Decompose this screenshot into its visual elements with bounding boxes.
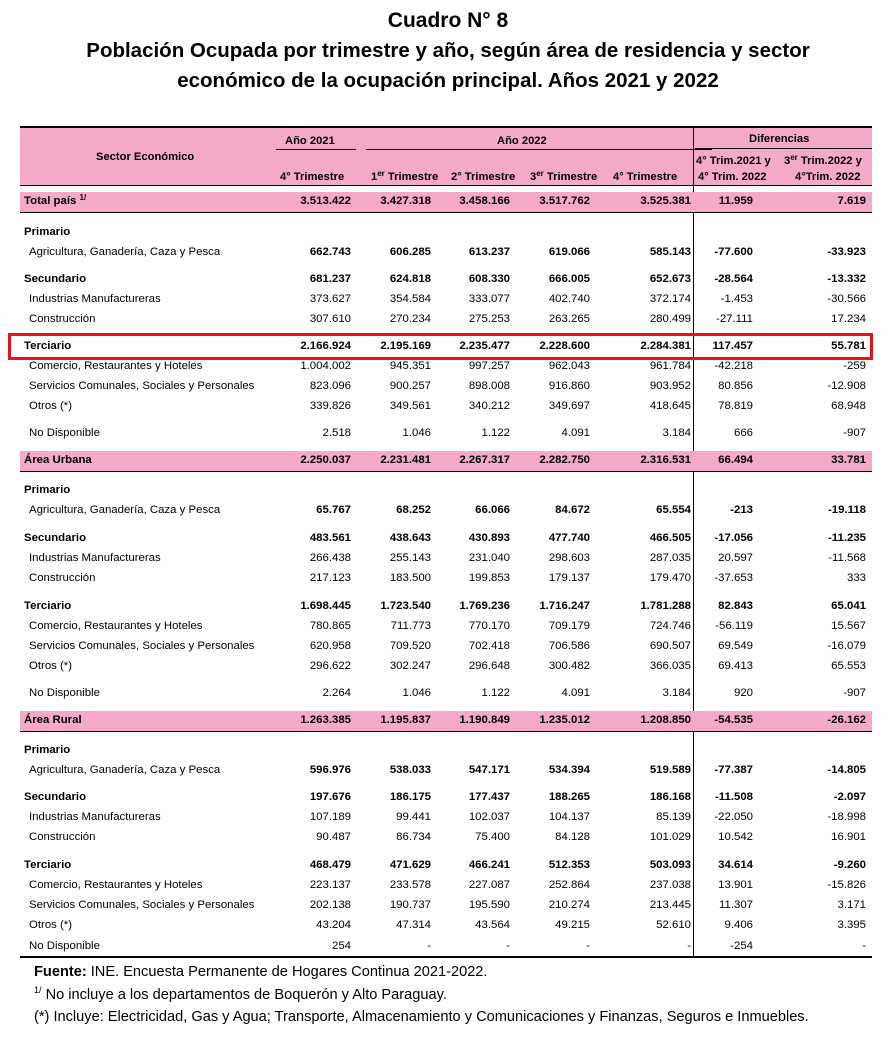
table-bottom-rule <box>20 956 872 958</box>
cell-value: 302.247 <box>389 660 431 672</box>
cell-value: -907 <box>843 687 866 699</box>
cell-value: 237.038 <box>649 879 691 891</box>
cell-value: 65.041 <box>831 600 866 612</box>
table-row <box>20 549 872 569</box>
cell-value: 2.518 <box>322 427 351 439</box>
cell-value: 65.767 <box>316 504 351 516</box>
cell-value: 2.231.481 <box>380 454 431 466</box>
cell-value: 202.138 <box>309 899 351 911</box>
row-label: Agricultura, Ganadería, Caza y Pesca <box>29 504 221 516</box>
cell-value: 596.976 <box>309 764 351 776</box>
cell-value: -12.908 <box>827 380 866 392</box>
cell-value: 519.589 <box>649 764 691 776</box>
cell-value: 177.437 <box>468 791 510 803</box>
row-label: Industrias Manufactureras <box>29 293 161 305</box>
cell-value: 709.520 <box>389 640 431 652</box>
cell-value: 1.781.288 <box>640 600 691 612</box>
cell-value: 69.549 <box>718 640 753 652</box>
cell-value: 340.212 <box>468 400 510 412</box>
cell-value: 823.096 <box>309 380 351 392</box>
table-group-row <box>20 223 872 243</box>
cell-value: 20.597 <box>718 552 753 564</box>
table-row <box>20 569 872 589</box>
cell-value: 702.418 <box>468 640 510 652</box>
header-q3-2022: 3er Trimestre <box>530 169 598 183</box>
row-label: Primario <box>24 744 71 756</box>
cell-value: 666.005 <box>548 273 590 285</box>
cell-value: 4.091 <box>561 427 590 439</box>
row-label: Área Rural <box>24 714 82 726</box>
cell-value: 263.265 <box>548 313 590 325</box>
cell-value: -22.050 <box>714 811 753 823</box>
table-row <box>20 684 872 704</box>
cell-value: 920 <box>733 687 753 699</box>
cell-value: -54.535 <box>714 714 753 726</box>
cell-value: 179.137 <box>548 572 590 584</box>
cell-value: 84.672 <box>555 504 590 516</box>
cell-value: 3.171 <box>837 899 866 911</box>
table-row <box>20 310 872 330</box>
cell-value: 78.819 <box>718 400 753 412</box>
cell-value: -33.923 <box>827 246 866 258</box>
row-label: Servicios Comunales, Sociales y Personales <box>29 899 255 911</box>
cell-value: 2.195.169 <box>380 340 431 352</box>
header-q2-2022: 2° Trimestre <box>451 171 516 183</box>
table-number: Cuadro N° 8 <box>387 9 509 32</box>
cell-value: 690.507 <box>649 640 691 652</box>
table-row <box>20 377 872 397</box>
header-diff-1-line-2: 4° Trim. 2022 <box>698 171 767 183</box>
cell-value: 280.499 <box>649 313 691 325</box>
table-row <box>20 761 872 781</box>
row-label: Terciario <box>24 600 72 612</box>
row-label: Otros (*) <box>29 660 73 672</box>
cell-value: 333.077 <box>468 293 510 305</box>
table-row <box>20 424 872 444</box>
cell-value: -254 <box>730 940 753 952</box>
table-group-row <box>20 788 872 808</box>
cell-value: -13.332 <box>827 273 866 285</box>
cell-value: 17.234 <box>831 313 866 325</box>
cell-value: 547.171 <box>468 764 510 776</box>
cell-value: 2.235.477 <box>459 340 510 352</box>
cell-value: 3.525.381 <box>640 195 691 207</box>
table-row <box>20 657 872 677</box>
cell-value: 1.235.012 <box>539 714 590 726</box>
cell-value: 15.567 <box>831 620 866 632</box>
table-group-row <box>20 270 872 290</box>
cell-value: 49.215 <box>555 919 590 931</box>
cell-value: 373.627 <box>309 293 351 305</box>
row-label: Área Urbana <box>24 454 92 466</box>
cell-value: 90.487 <box>316 831 351 843</box>
cell-value: 11.959 <box>718 195 753 207</box>
cell-value: 1.046 <box>402 687 431 699</box>
cell-value: 662.743 <box>309 246 351 258</box>
cell-value: -16.079 <box>827 640 866 652</box>
cell-value: 183.500 <box>389 572 431 584</box>
table-row <box>20 357 872 377</box>
row-label: No Disponible <box>29 427 100 439</box>
cell-value: 99.441 <box>396 811 431 823</box>
table-group-row <box>20 481 872 501</box>
cell-value: 3.184 <box>662 427 691 439</box>
cell-value: 652.673 <box>649 273 691 285</box>
cell-value: 900.257 <box>389 380 431 392</box>
cell-value: 503.093 <box>649 859 691 871</box>
table-title-line-1: Población Ocupada por trimestre y año, según área de residencia y sector <box>86 39 810 62</box>
cell-value: 85.139 <box>656 811 691 823</box>
cell-value: 624.818 <box>389 273 431 285</box>
cell-value: 231.040 <box>468 552 510 564</box>
row-label: Comercio, Restaurantes y Hoteles <box>29 620 203 632</box>
table-title-line-2: económico de la ocupación principal. Años 2021 y 2022 <box>177 69 719 92</box>
cell-value: 84.128 <box>555 831 590 843</box>
cell-value: 3.517.762 <box>539 195 590 207</box>
cell-value: 997.257 <box>468 360 510 372</box>
cell-value: 898.008 <box>468 380 510 392</box>
table-header <box>20 126 872 186</box>
cell-value: 179.470 <box>649 572 691 584</box>
cell-value: -30.566 <box>827 293 866 305</box>
cell-value: 780.865 <box>309 620 351 632</box>
table-group-row <box>20 529 872 549</box>
cell-value: 620.958 <box>309 640 351 652</box>
cell-value: -11.235 <box>827 532 866 544</box>
cell-value: 199.853 <box>468 572 510 584</box>
table-row <box>20 828 872 848</box>
cell-value: -11.568 <box>828 552 866 564</box>
cell-value: 16.901 <box>831 831 866 843</box>
cell-value: 1.122 <box>481 687 510 699</box>
row-label: Otros (*) <box>29 919 73 931</box>
header-q4-2021: 4° Trimestre <box>280 171 345 183</box>
row-label: Servicios Comunales, Sociales y Personales <box>29 640 255 652</box>
cell-value: 68.252 <box>396 504 431 516</box>
table-row <box>20 637 872 657</box>
cell-value: 339.826 <box>309 400 351 412</box>
cell-value: -2.097 <box>833 791 866 803</box>
cell-value: -15.826 <box>827 879 866 891</box>
cell-value: 466.505 <box>649 532 691 544</box>
cell-value: 961.784 <box>649 360 691 372</box>
cell-value: 66.494 <box>718 454 753 466</box>
cell-value: 2.228.600 <box>539 340 590 352</box>
cell-value: 1.004.002 <box>300 360 351 372</box>
cell-value: 68.948 <box>831 400 866 412</box>
cell-value: 213.445 <box>649 899 691 911</box>
cell-value: 3.184 <box>662 687 691 699</box>
cell-value: 534.394 <box>548 764 590 776</box>
row-label: Secundario <box>24 532 87 544</box>
cell-value: 706.586 <box>548 640 590 652</box>
table-row <box>20 290 872 310</box>
cell-value: 2.264 <box>322 687 351 699</box>
cell-value: 107.189 <box>309 811 351 823</box>
cell-value: 1.208.850 <box>640 714 691 726</box>
row-label: Otros (*) <box>29 400 73 412</box>
cell-value: 512.353 <box>548 859 590 871</box>
cell-value: 227.087 <box>468 879 510 891</box>
cell-value: 349.697 <box>548 400 590 412</box>
cell-value: -77.600 <box>714 246 753 258</box>
cell-value: 418.645 <box>649 400 691 412</box>
cell-value: 296.648 <box>468 660 510 672</box>
row-label: No Disponible <box>29 940 100 952</box>
cell-value: 1.195.837 <box>380 714 431 726</box>
cell-value: 190.737 <box>389 899 431 911</box>
cell-value: 210.274 <box>548 899 590 911</box>
row-label: Construcción <box>29 831 96 843</box>
cell-value: 372.174 <box>649 293 691 305</box>
cell-value: -213 <box>730 504 753 516</box>
cell-value: -11.508 <box>714 791 753 803</box>
cell-value: 711.773 <box>390 620 431 632</box>
cell-value: 613.237 <box>468 246 510 258</box>
cell-value: 402.740 <box>548 293 590 305</box>
cell-value: - <box>687 940 691 952</box>
header-year-2021: Año 2021 <box>285 135 335 147</box>
cell-value: 104.137 <box>548 811 590 823</box>
cell-value: 466.241 <box>468 859 510 871</box>
cell-value: 101.029 <box>649 831 691 843</box>
cell-value: 307.610 <box>309 313 351 325</box>
table-row <box>20 937 872 957</box>
cell-value: 349.561 <box>389 400 431 412</box>
cell-value: -9.260 <box>833 859 866 871</box>
cell-value: 471.629 <box>389 859 431 871</box>
header-diff-1-line-1: 4° Trim.2021 y <box>696 155 771 167</box>
row-label: Primario <box>24 484 71 496</box>
cell-value: 608.330 <box>468 273 510 285</box>
cell-value: 681.237 <box>309 273 351 285</box>
cell-value: 33.781 <box>831 454 866 466</box>
cell-value: 252.864 <box>548 879 590 891</box>
cell-value: 102.037 <box>468 811 510 823</box>
cell-value: 3.513.422 <box>300 195 351 207</box>
cell-value: 80.856 <box>718 380 753 392</box>
row-label: No Disponible <box>29 687 100 699</box>
table-section-row <box>20 711 872 732</box>
cell-value: -56.119 <box>715 620 753 632</box>
cell-value: 233.578 <box>389 879 431 891</box>
cell-value: 43.204 <box>316 919 351 931</box>
cell-value: 3.427.318 <box>380 195 431 207</box>
cell-value: 287.035 <box>649 552 691 564</box>
cell-value: 619.066 <box>548 246 590 258</box>
cell-value: 438.643 <box>389 532 431 544</box>
table-row <box>20 397 872 417</box>
cell-value: - <box>506 940 510 952</box>
row-label: Agricultura, Ganadería, Caza y Pesca <box>29 246 221 258</box>
table-section-row <box>20 451 872 472</box>
cell-value: 296.622 <box>309 660 351 672</box>
cell-value: 86.734 <box>396 831 431 843</box>
cell-value: 585.143 <box>649 246 691 258</box>
cell-value: 82.843 <box>718 600 753 612</box>
cell-value: 1.046 <box>402 427 431 439</box>
cell-value: 903.952 <box>649 380 691 392</box>
cell-value: -27.111 <box>716 313 753 325</box>
table-row <box>20 896 872 916</box>
cell-value: 55.781 <box>831 340 866 352</box>
cell-value: 1.263.385 <box>300 714 351 726</box>
cell-value: 217.123 <box>309 572 351 584</box>
data-table <box>20 126 872 958</box>
cell-value: 606.285 <box>389 246 431 258</box>
cell-value: -26.162 <box>827 714 866 726</box>
cell-value: 195.590 <box>468 899 510 911</box>
row-label: Comercio, Restaurantes y Hoteles <box>29 879 203 891</box>
cell-value: 483.561 <box>309 532 351 544</box>
cell-value: 2.267.317 <box>459 454 510 466</box>
cell-value: 1.122 <box>481 427 510 439</box>
cell-value: 255.143 <box>389 552 431 564</box>
row-label: Agricultura, Ganadería, Caza y Pesca <box>29 764 221 776</box>
cell-value: 1.769.236 <box>459 600 510 612</box>
cell-value: 538.033 <box>389 764 431 776</box>
header-year-2022: Año 2022 <box>497 135 547 147</box>
cell-value: 266.438 <box>309 552 351 564</box>
row-label: Construcción <box>29 572 96 584</box>
cell-value: 275.253 <box>468 313 510 325</box>
cell-value: 916.860 <box>548 380 590 392</box>
cell-value: - <box>586 940 590 952</box>
row-label: Secundario <box>24 273 87 285</box>
source-note: Fuente: INE. Encuesta Permanente de Hogares Continua 2021-2022. <box>34 964 488 980</box>
cell-value: -907 <box>843 427 866 439</box>
cell-value: - <box>862 940 866 952</box>
highlight-terciario-row <box>8 333 873 360</box>
cell-value: 11.307 <box>719 899 753 911</box>
cell-value: 186.175 <box>389 791 431 803</box>
cell-value: 666 <box>733 427 753 439</box>
cell-value: 75.400 <box>475 831 510 843</box>
cell-value: 2.250.037 <box>300 454 351 466</box>
cell-value: 7.619 <box>837 195 866 207</box>
header-sector: Sector Económico <box>96 151 195 163</box>
cell-value: 69.413 <box>718 660 753 672</box>
table-row <box>20 916 872 936</box>
footnote-1: $^{1/}$ No incluye a los departamentos de Boquerón y Alto Paraguay. <box>34 985 447 1003</box>
cell-value: 9.406 <box>724 919 753 931</box>
cell-value: 270.234 <box>389 313 431 325</box>
cell-value: 197.676 <box>309 791 351 803</box>
cell-value: 354.584 <box>389 293 431 305</box>
table-row <box>20 876 872 896</box>
cell-value: 223.137 <box>309 879 351 891</box>
cell-value: 65.553 <box>831 660 866 672</box>
cell-value: 186.168 <box>649 791 691 803</box>
row-label: Comercio, Restaurantes y Hoteles <box>29 360 203 372</box>
cell-value: 43.564 <box>475 919 510 931</box>
cell-value: 4.091 <box>561 687 590 699</box>
cell-value: 300.482 <box>548 660 590 672</box>
cell-value: 254 <box>331 940 351 952</box>
cell-value: 52.610 <box>656 919 691 931</box>
cell-value: -19.118 <box>827 504 866 516</box>
header-q1-2022: 1er Trimestre <box>371 169 439 183</box>
row-label: Primario <box>24 226 71 238</box>
row-label: Terciario <box>24 859 72 871</box>
cell-value: 13.901 <box>718 879 753 891</box>
cell-value: 1.698.445 <box>300 600 351 612</box>
cell-value: 1.716.247 <box>539 600 590 612</box>
cell-value: 1.723.540 <box>380 600 431 612</box>
footnote-asterisk: (*) Incluye: Electricidad, Gas y Agua; Transporte, Almacenamiento y Comunicaciones y Finanzas, Seguros e Inmuebles. <box>34 1009 809 1025</box>
cell-value: -17.056 <box>714 532 753 544</box>
table-group-row <box>20 597 872 617</box>
header-diferencias: Diferencias <box>749 133 810 145</box>
cell-value: -14.805 <box>827 764 866 776</box>
cell-value: -259 <box>843 360 866 372</box>
header-q4-2022: 4° Trimestre <box>613 171 678 183</box>
cell-value: 945.351 <box>389 360 431 372</box>
cell-value: 2.284.381 <box>640 340 691 352</box>
table-row <box>20 617 872 637</box>
table-section-row <box>20 192 872 213</box>
cell-value: -18.998 <box>827 811 866 823</box>
cell-value: 66.066 <box>475 504 510 516</box>
cell-value: 2.282.750 <box>539 454 590 466</box>
cell-value: 2.166.924 <box>300 340 351 352</box>
cell-value: -1.453 <box>720 293 753 305</box>
row-label: Secundario <box>24 791 87 803</box>
cell-value: -37.653 <box>714 572 753 584</box>
table-row <box>20 808 872 828</box>
cell-value: 3.395 <box>837 919 866 931</box>
table-row <box>20 243 872 263</box>
header-diff-2-line-1: 3er Trim.2022 y <box>784 153 862 167</box>
cell-value: 2.316.531 <box>640 454 691 466</box>
cell-value: 298.603 <box>548 552 590 564</box>
table-group-row <box>20 741 872 761</box>
cell-value: 709.179 <box>548 620 590 632</box>
cell-value: 188.265 <box>548 791 590 803</box>
cell-value: 10.542 <box>718 831 753 843</box>
row-label: Total país $^{1/}$ <box>24 193 87 207</box>
cell-value: 430.893 <box>468 532 510 544</box>
cell-value: 770.170 <box>468 620 510 632</box>
header-diff-2-line-2: 4°Trim. 2022 <box>795 171 861 183</box>
cell-value: 1.190.849 <box>459 714 510 726</box>
cell-value: 65.554 <box>656 504 691 516</box>
cell-value: 477.740 <box>548 532 590 544</box>
cell-value: 366.035 <box>649 660 691 672</box>
row-label: Construcción <box>29 313 96 325</box>
cell-value: 3.458.166 <box>459 195 510 207</box>
cell-value: 724.746 <box>649 620 691 632</box>
cell-value: 34.614 <box>718 859 753 871</box>
cell-value: 47.314 <box>396 919 431 931</box>
cell-value: 117.457 <box>712 340 753 352</box>
cell-value: -28.564 <box>714 273 753 285</box>
row-label: Terciario <box>24 340 72 352</box>
table-group-row <box>20 856 872 876</box>
table-row <box>20 501 872 521</box>
row-label: Industrias Manufactureras <box>29 811 161 823</box>
cell-value: - <box>427 940 431 952</box>
cell-value: -42.218 <box>714 360 753 372</box>
cell-value: 962.043 <box>548 360 590 372</box>
cell-value: -77.387 <box>714 764 753 776</box>
row-label: Servicios Comunales, Sociales y Personales <box>29 380 255 392</box>
row-label: Industrias Manufactureras <box>29 552 161 564</box>
cell-value: 468.479 <box>309 859 351 871</box>
cell-value: 333 <box>846 572 866 584</box>
